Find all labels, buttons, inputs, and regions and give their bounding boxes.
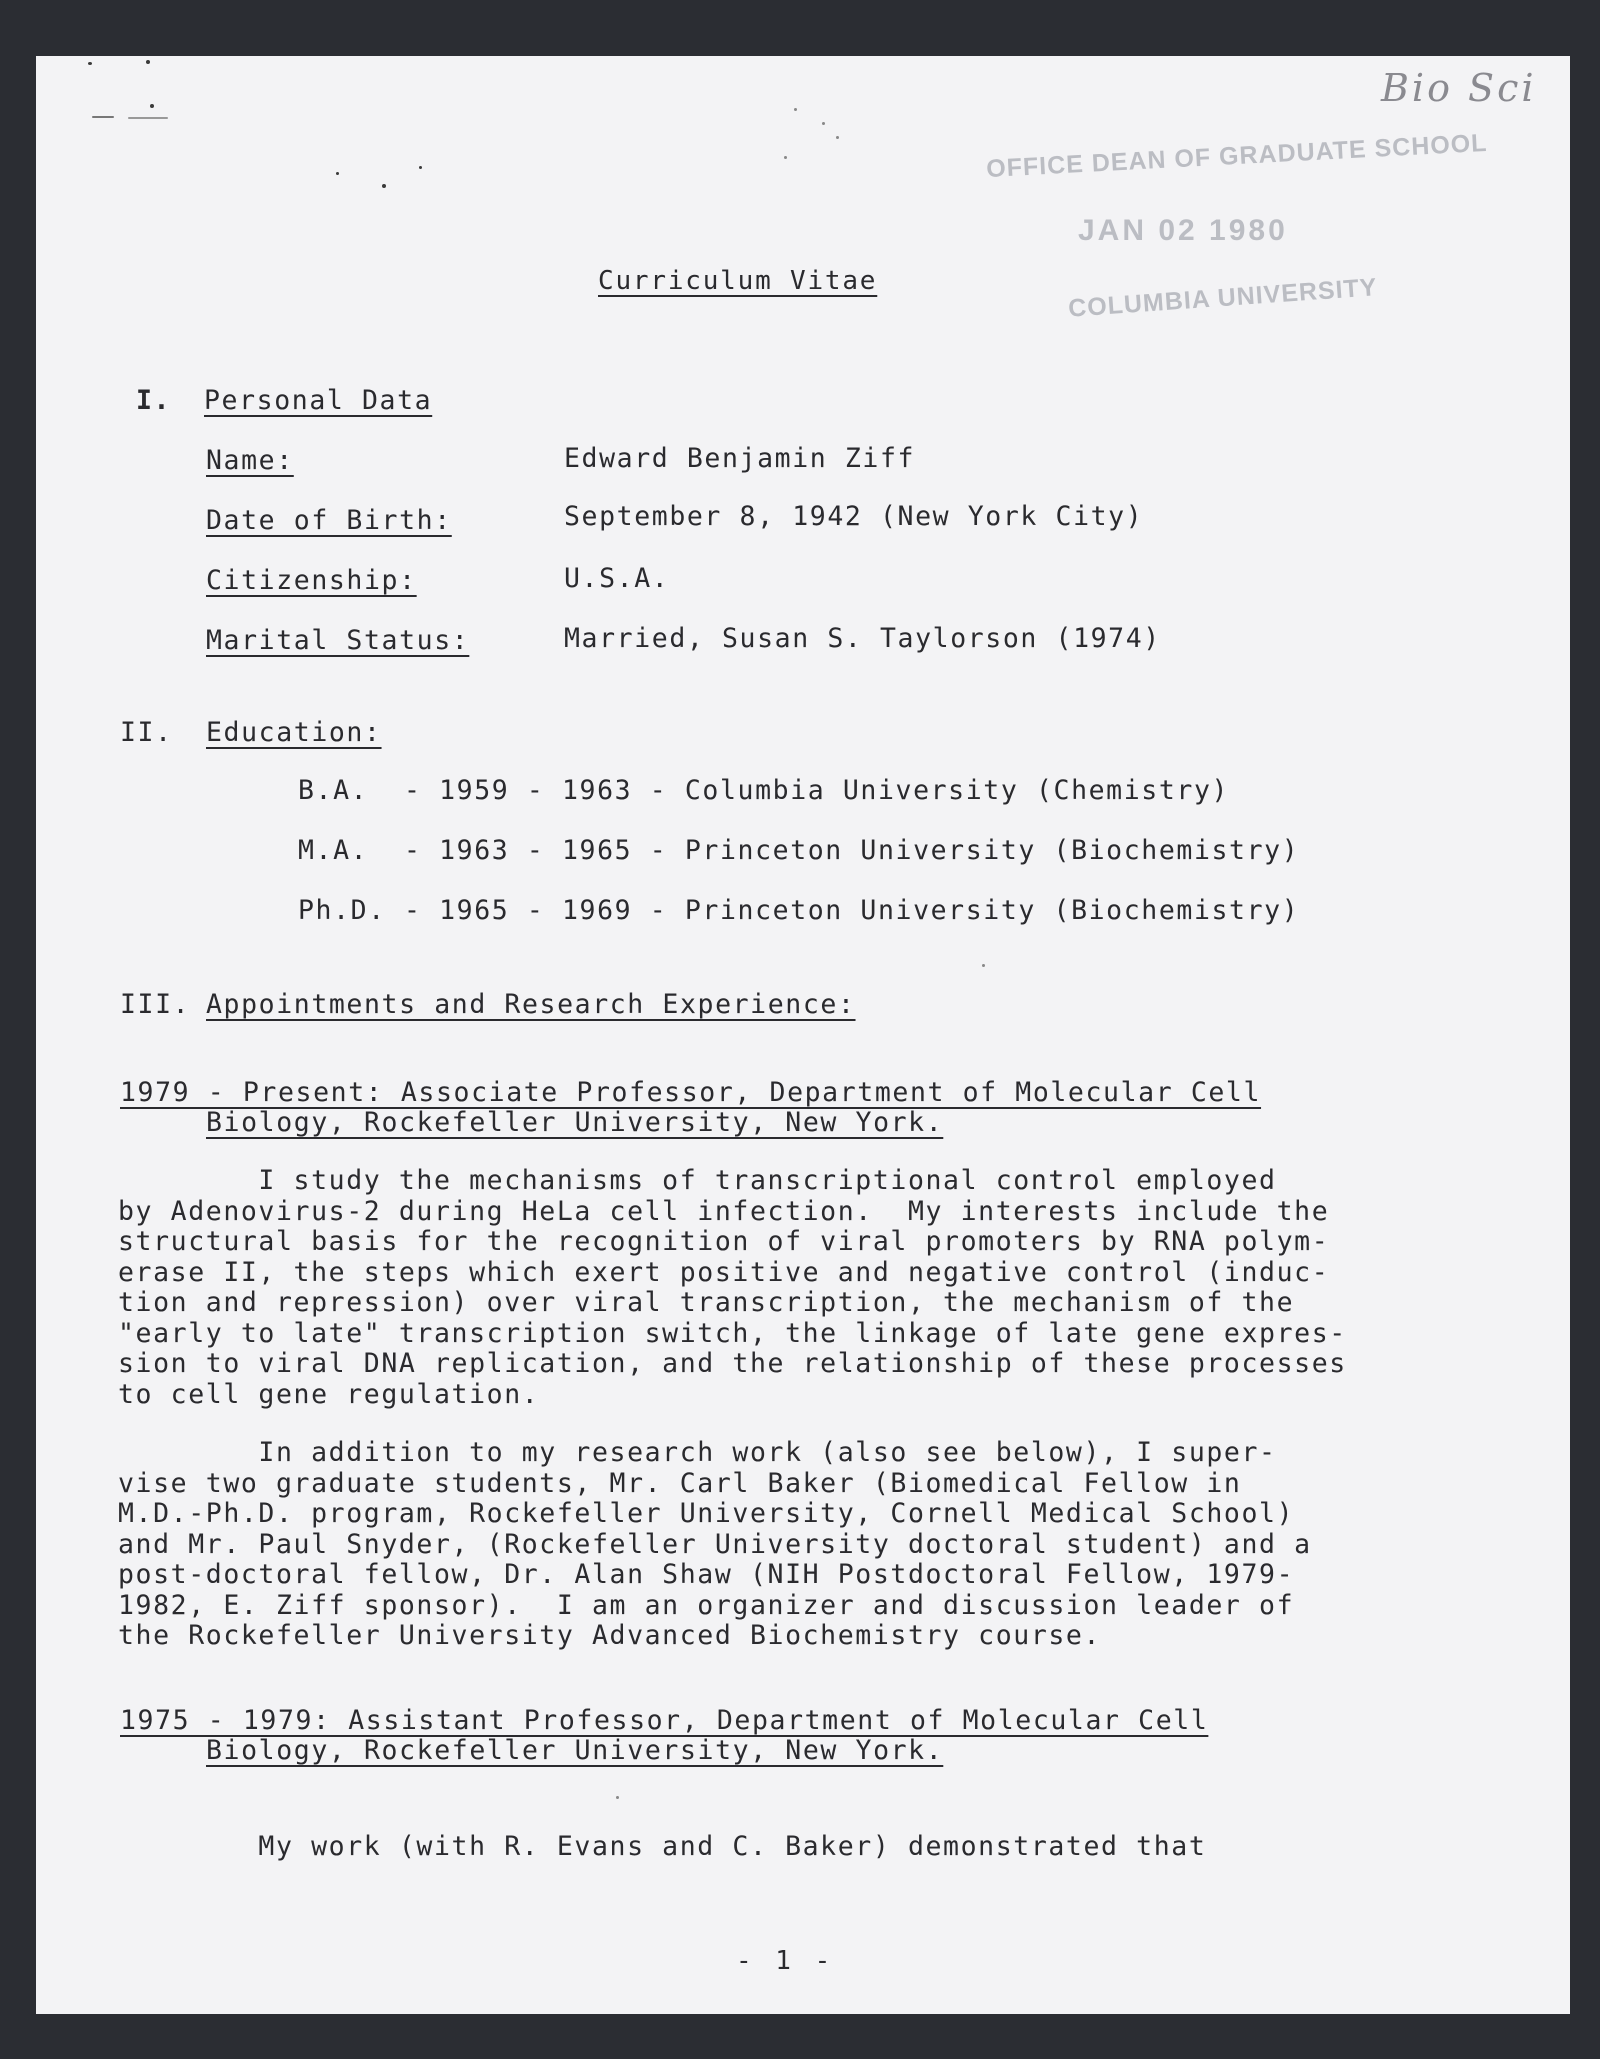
paragraph-line: structural basis for the recognition of viral promoters by RNA polym- [118, 1226, 1330, 1257]
paragraph-line: My work (with R. Evans and C. Baker) demonstrated that [118, 1831, 1207, 1862]
field-label-marital-status: Marital Status: [206, 625, 470, 656]
received-stamp-line1: OFFICE DEAN OF GRADUATE SCHOOL [985, 128, 1489, 184]
field-value-dob: September 8, 1942 (New York City) [564, 501, 1144, 532]
handwritten-note: Bio Sci [1381, 66, 1537, 110]
education-degree: M.A. [298, 835, 369, 866]
section-numeral: I. [136, 385, 172, 416]
paragraph-line: and Mr. Paul Snyder, (Rockefeller University doctoral student) and a [118, 1528, 1312, 1560]
paragraph-line: sion to viral DNA replication, and the relationship of these processes [118, 1348, 1347, 1379]
paragraph-line: I study the mechanisms of transcriptional control employed [118, 1165, 1277, 1196]
field-label-citizenship: Citizenship: [206, 565, 417, 596]
appointment-heading-2: 1975 - 1979: Assistant Professor, Department of Molecular Cell [120, 1705, 1209, 1736]
document-page [36, 56, 1570, 2014]
dust-speck [784, 156, 787, 159]
field-label-name: Name: [206, 445, 294, 476]
paragraph-line: to cell gene regulation. [118, 1378, 540, 1410]
paragraph-line: M.D.-Ph.D. program, Rockefeller University, Cornell Medical School) [118, 1498, 1295, 1529]
paragraph-line: 1982, E. Ziff sponsor). I am an organizer and discussion leader of [118, 1589, 1295, 1621]
appointment-heading-2-cont: Biology, Rockefeller University, New York. [206, 1735, 944, 1766]
education-degree: Ph.D. [298, 895, 386, 926]
received-stamp-date: JAN 02 1980 [1078, 214, 1288, 247]
education-degree: B.A. [298, 775, 369, 806]
section-numeral: II. [120, 717, 173, 748]
dust-speck [419, 166, 422, 169]
education-detail: - 1959 - 1963 - Columbia University (Chemistry) [404, 775, 1230, 806]
paragraph-line: vise two graduate students, Mr. Carl Baker (Biomedical Fellow in [118, 1467, 1242, 1499]
dust-speck [88, 62, 92, 65]
section-heading-appointments: Appointments and Research Experience: [206, 989, 856, 1020]
paragraph-line: post-doctoral fellow, Dr. Alan Shaw (NIH Postdoctoral Fellow, 1979- [118, 1559, 1295, 1590]
field-label-dob: Date of Birth: [206, 505, 452, 536]
appointment-heading-1: 1979 - Present: Associate Professor, Department of Molecular Cell [120, 1077, 1262, 1108]
dust-speck [92, 116, 114, 118]
dust-speck [146, 60, 150, 64]
paragraph-line: tion and repression) over viral transcription, the mechanism of the [118, 1287, 1295, 1318]
appointment-heading-1-cont: Biology, Rockefeller University, New York. [206, 1107, 944, 1138]
section-heading-personal: Personal Data [204, 385, 433, 416]
education-detail: - 1963 - 1965 - Princeton University (Biochemistry) [404, 835, 1300, 866]
page-number: - 1 - [736, 1946, 835, 1976]
document-title: Curriculum Vitae [598, 266, 878, 296]
paragraph-line: erase II, the steps which exert positive and negative control (induc- [118, 1256, 1330, 1288]
dust-speck [794, 108, 797, 111]
field-value-citizenship: U.S.A. [564, 563, 670, 594]
appointment-paragraph [118, 1166, 1468, 1410]
paragraph-line: the Rockefeller University Advanced Biochemistry course. [118, 1620, 1102, 1651]
dust-speck [836, 136, 839, 139]
section-heading-education: Education: [206, 717, 382, 748]
appointment-paragraph [118, 1832, 1468, 1863]
paragraph-line: "early to late" transcription switch, the linkage of late gene expres- [118, 1317, 1347, 1349]
dust-speck [822, 122, 825, 125]
education-detail: - 1965 - 1969 - Princeton University (Biochemistry) [404, 895, 1300, 926]
dust-speck [336, 172, 339, 175]
dust-speck [982, 964, 985, 967]
dust-speck [616, 1796, 619, 1799]
field-value-name: Edward Benjamin Ziff [564, 443, 916, 474]
field-value-marital-status: Married, Susan S. Taylorson (1974) [564, 623, 1161, 654]
dust-speck [150, 104, 154, 108]
appointment-paragraph [118, 1438, 1468, 1652]
section-numeral: III. [120, 989, 191, 1020]
paragraph-line: In addition to my research work (also see below), I super- [118, 1437, 1277, 1468]
received-stamp-line3: COLUMBIA UNIVERSITY [1067, 273, 1379, 323]
dust-speck [128, 117, 168, 119]
paragraph-line: by Adenovirus-2 during HeLa cell infection. My interests include the [118, 1195, 1330, 1227]
dust-speck [382, 184, 386, 188]
